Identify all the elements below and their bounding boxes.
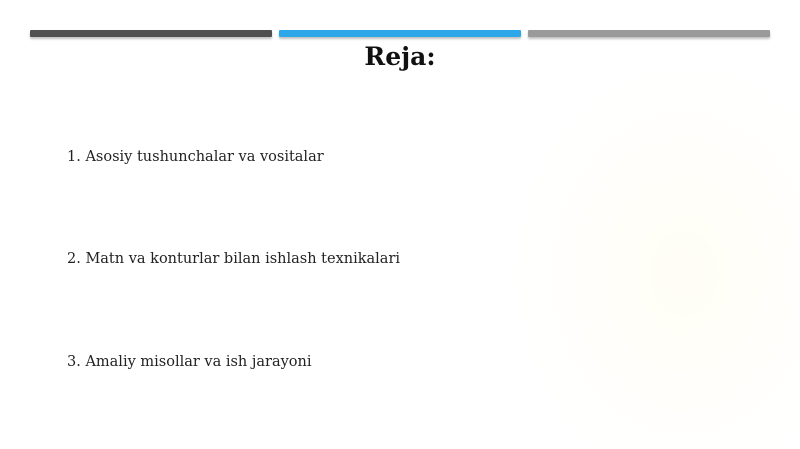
background-glow: [510, 60, 800, 449]
agenda-item-3: 3. Amaliy misollar va ish jarayoni: [67, 354, 312, 370]
accent-bar-gray: [528, 30, 770, 37]
accent-bar-blue: [279, 30, 521, 37]
agenda-item-2: 2. Matn va konturlar bilan ishlash texnikalari: [67, 251, 401, 267]
slide-title: Reja:: [364, 42, 436, 71]
accent-bar-dark: [30, 30, 272, 37]
agenda-item-1: 1. Asosiy tushunchalar va vositalar: [67, 149, 324, 165]
